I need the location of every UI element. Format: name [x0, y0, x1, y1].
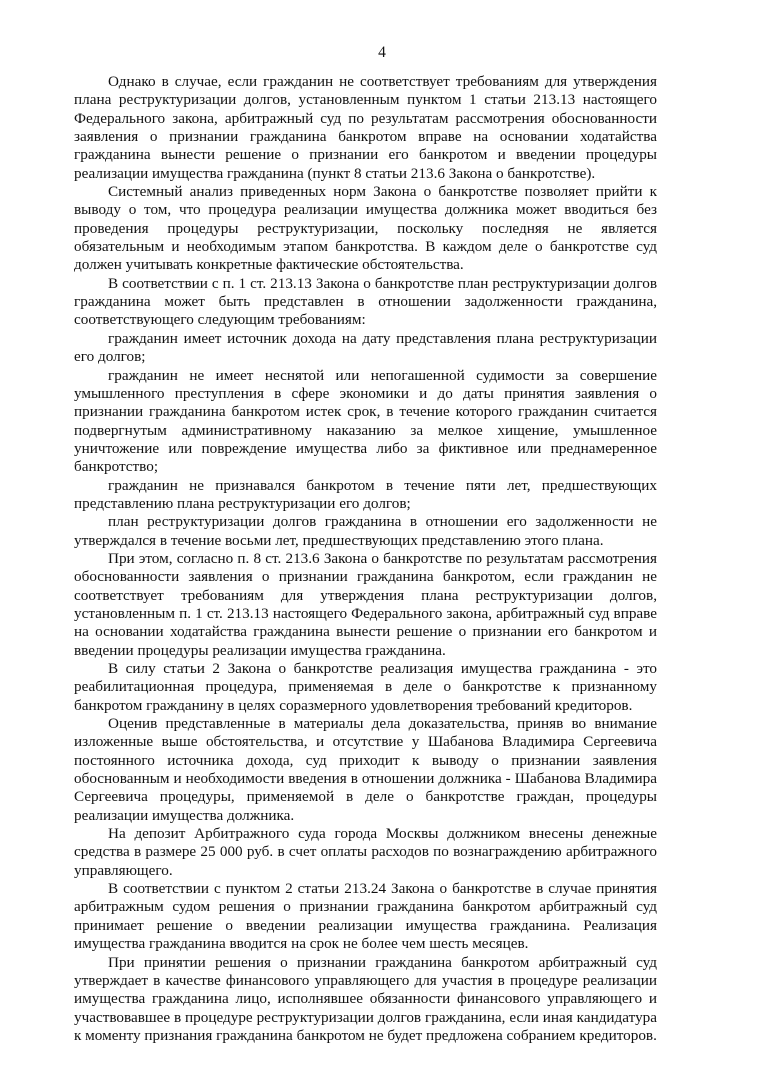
paragraph: В соответствии с пунктом 2 статьи 213.24 Закона о банкротстве в случае принятия арбитражным судом решения о признании гражданина банкротом арбитражный суд принимает решение о введении реализации имущества гражданина. Реализация имущества гражданина вводится на срок не более чем шесть месяцев.	[74, 880, 657, 953]
paragraph: В соответствии с п. 1 ст. 213.13 Закона о банкротстве план реструктуризации долгов гражданина может быть представлен в отношении задолженности гражданина, соответствующего следующим требованиям:	[74, 274, 657, 329]
list-item: план реструктуризации долгов гражданина в отношении его задолженности не утверждался в течение восьми лет, предшествующих представлению этого плана.	[74, 513, 657, 549]
list-item: гражданин не признавался банкротом в течение пяти лет, предшествующих представлению плана реструктуризации его долгов;	[74, 476, 657, 512]
list-item: гражданин имеет источник дохода на дату представления плана реструктуризации его долгов;	[74, 329, 657, 366]
page-number: 4	[378, 44, 386, 61]
paragraph: При этом, согласно п. 8 ст. 213.6 Закона о банкротстве по результатам рассмотрения обоснованности заявления о признании гражданина банкротом, если гражданин не соответствует требованиям для утверждения плана реструктуризации долгов, установленным п. 1 ст. 213.13 настоящего Федерального закона, арбитражный суд вправе на основании ходатайства гражданина вынести решение о признании его банкротом и введении процедуры реализации имущества гражданина.	[74, 549, 657, 659]
paragraph: При принятии решения о признании гражданина банкротом арбитражный суд утверждает в качестве финансового управляющего для участия в процедуре реализации имущества гражданина лицо, исполнявшее обязанности финансового управляющего и участвовавшее в процедуре реструктуризации долгов гражданина, если иная кандидатура к моменту признания гражданина банкротом не будет предложена собранием кредиторов.	[74, 953, 657, 1044]
paragraph: На депозит Арбитражного суда города Москвы должником внесены денежные средства в размере 25 000 руб. в счет оплаты расходов по вознаграждению арбитражного управляющего.	[74, 825, 657, 879]
paragraph: В силу статьи 2 Закона о банкротстве реализация имущества гражданина - это реабилитационная процедура, применяемая в деле о банкротстве к признанному банкротом гражданину в целях соразмерного удовлетворения требований кредиторов.	[74, 660, 657, 714]
document-body	[74, 73, 657, 1045]
list-item: гражданин не имеет неснятой или непогашенной судимости за совершение умышленного преступления в сфере экономики и до даты принятия заявления о признании гражданина банкротом истек срок, в течение которого гражданин считается подвергнутым административному наказанию за мелкое хищение, умышленное уничтожение или повреждение имущества либо за фиктивное или преднамеренное банкротство;	[74, 366, 657, 476]
paragraph: Однако в случае, если гражданин не соответствует требованиям для утверждения плана реструктуризации долгов, установленным пунктом 1 статьи 213.13 настоящего Федерального закона, арбитражный суд по результатам рассмотрения обоснованности заявления о признании гражданина банкротом вправе на основании ходатайства гражданина вынести решение о признании его банкротом и введении процедуры реализации имущества гражданина (пункт 8 статьи 213.6 Закона о банкротстве).	[74, 73, 657, 182]
paragraph: Системный анализ приведенных норм Закона о банкротстве позволяет прийти к выводу о том, что процедура реализации имущества должника может вводиться без проведения процедуры реструктуризации, поскольку последняя не является обязательным и необходимым этапом банкротства. В каждом деле о банкротстве суд должен учитывать конкретные фактические обстоятельства.	[74, 183, 657, 274]
paragraph: Оценив представленные в материалы дела доказательства, приняв во внимание изложенные выше обстоятельства, и отсутствие у Шабанова Владимира Сергеевича постоянного источника дохода, суд приходит к выводу о признании заявления обоснованным и необходимости введения в отношении должника - Шабанова Владимира Сергеевича процедуры, применяемой в деле о банкротстве граждан, процедуры реализации имущества должника.	[74, 715, 657, 824]
